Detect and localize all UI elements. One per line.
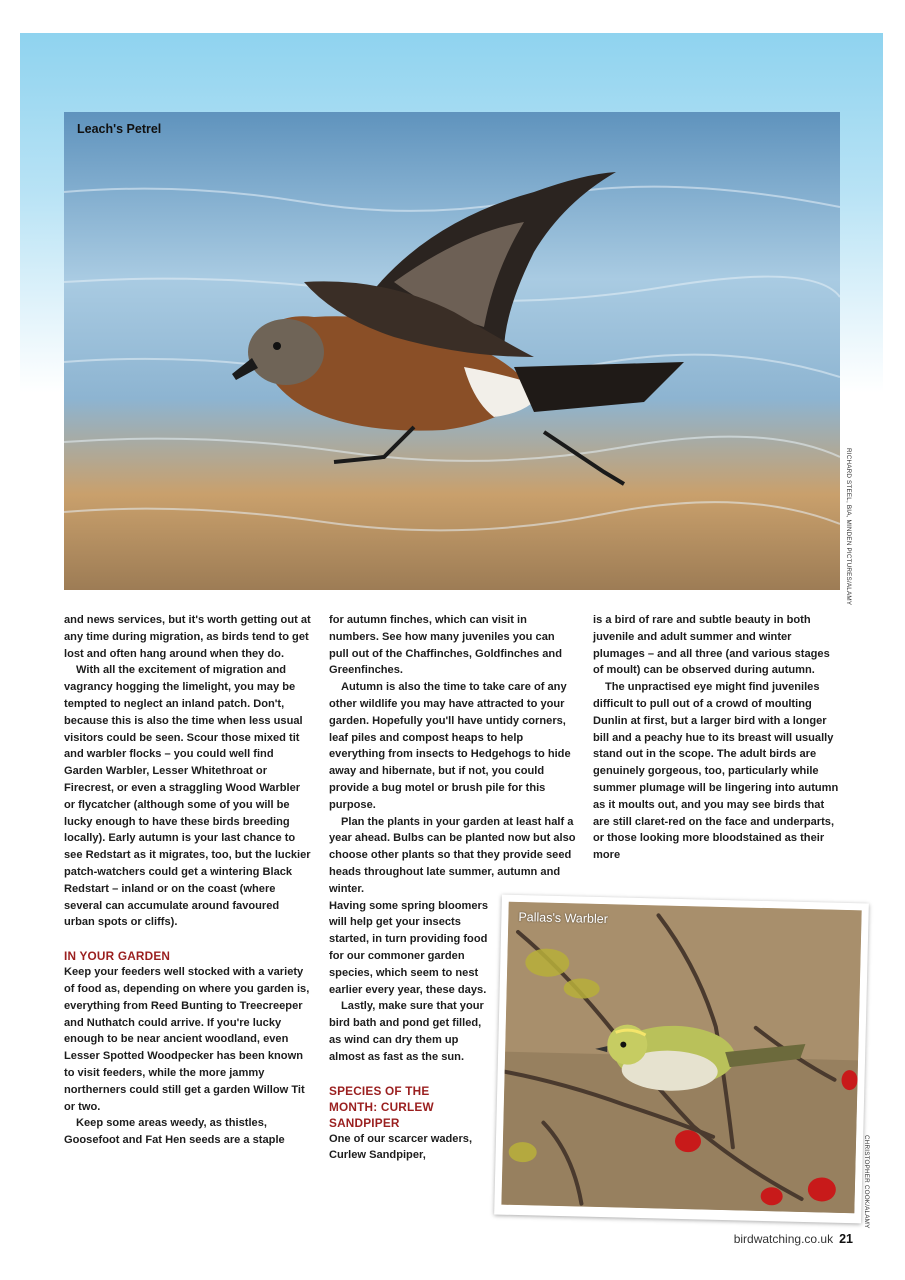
main-photo-caption: Leach's Petrel: [77, 122, 162, 136]
column1-paragraph: Keep some areas weedy, as thistles, Goosefoot and Fat Hen seeds are a staple: [64, 1117, 285, 1147]
column2-paragraph: Plan the plants in your garden at least half a year ahead. Bulbs can be planted now but also choose other plants so that they provide seed heads throughout late summer, autumn and winter.: [329, 815, 576, 895]
inset-photo-credit: CHRISTOPHER COOK/ALAMY: [863, 1135, 870, 1229]
section-heading-in-your-garden: IN YOUR GARDEN: [64, 949, 171, 964]
leachs-petrel-photo: [64, 112, 840, 590]
column2-paragraph: for autumn finches, which can visit in numbers. See how many juveniles you can pull out of the Chaffinches, Goldfinches and Greenfinches.: [329, 614, 562, 677]
column3-paragraph: The unpractised eye might find juveniles difficult to pull out of a crowd of moulting Dunlin at first, but a larger bird with a longer bill and a peachy hue to its breast will usually stand out in the scope. The adult birds are genuinely gorgeous, too, particularly while summer plumage will be lingering into autumn as it moults out, and you may see birds that are still claret-red on the face and underparts, or those looking more bloodstained as their more: [593, 681, 839, 862]
page-number: 21: [839, 1232, 853, 1246]
column1-paragraph: Keep your feeders well stocked with a variety of food as, depending on where you garden is, everything from Reed Bunting to Treecreeper and Nuthatch could arrive. If you're lucky enough to be near ancient woodland, even Lesser Spotted Woodpecker has been known to visit feeders, while the more jammy northerners could still get a garden Willow Tit or two.: [64, 966, 310, 1113]
section-heading-species-of-the-month: SPECIES OF THE MONTH: CURLEW SANDPIPER: [329, 1083, 434, 1130]
pallass-warbler-photo: [494, 895, 869, 1224]
column2-paragraph: One of our scarcer waders, Curlew Sandpiper,: [329, 1132, 473, 1162]
page-footer: [734, 1232, 853, 1246]
inset-photo-caption: Pallas's Warbler: [518, 909, 609, 927]
main-photo-credit: RICHARD STEEL, BIA, MINDEN PICTURES/ALAMY: [845, 448, 852, 606]
column2-paragraph: Autumn is also the time to take care of any other wildlife you may have attracted to your garden. Hopefully you'll have untidy corners, leaf piles and compost heaps to help everything from insects to Hedgehogs to hide away and hibernate, but if not, you could provide a bug motel or brush pile for this purpose.: [329, 681, 571, 811]
column1-paragraph: and news services, but it's worth getting out at any time during migration, as birds tend to get lost and often hang around when they do.: [64, 614, 311, 660]
text-column-3: [593, 612, 841, 864]
text-column-1: [64, 612, 312, 1149]
column2-paragraph: Lastly, make sure that your bird bath and pond get filled, as wind can dry them up almost as fast as the sun.: [329, 1000, 484, 1063]
footer-site: birdwatching.co.uk: [733, 1232, 834, 1246]
warbler-illustration: [501, 902, 861, 1214]
column3-paragraph: is a bird of rare and subtle beauty in both juvenile and adult summer and winter plumages – and all three (and various stages of moult) can be observed during autumn.: [593, 614, 830, 677]
column1-paragraph: With all the excitement of migration and vagrancy hogging the limelight, you may be tempted to neglect an inland patch. Don't, because this is also the time when less usual visitors could be seen. Scour those mixed tit and warbler flocks – you could well find Garden Warbler, Lesser Whitethroat or Firecrest, or even a straggling Wood Warbler or flycatcher (although some of you will be lucky enough to have these birds breeding locally). Early autumn is your last chance to see Redstart as it migrates, too, but the luckier patch-watchers could get a wintering Black Redstart – inland or on the coast (where several can accumulate around favoured urban spots or cliffs).: [64, 664, 311, 929]
petrel-illustration: [64, 112, 840, 590]
column2-paragraph: Having some spring bloomers will help get your insects started, in turn providing food for our commoner garden species, which seem to nest earlier every year, these days.: [329, 899, 489, 996]
